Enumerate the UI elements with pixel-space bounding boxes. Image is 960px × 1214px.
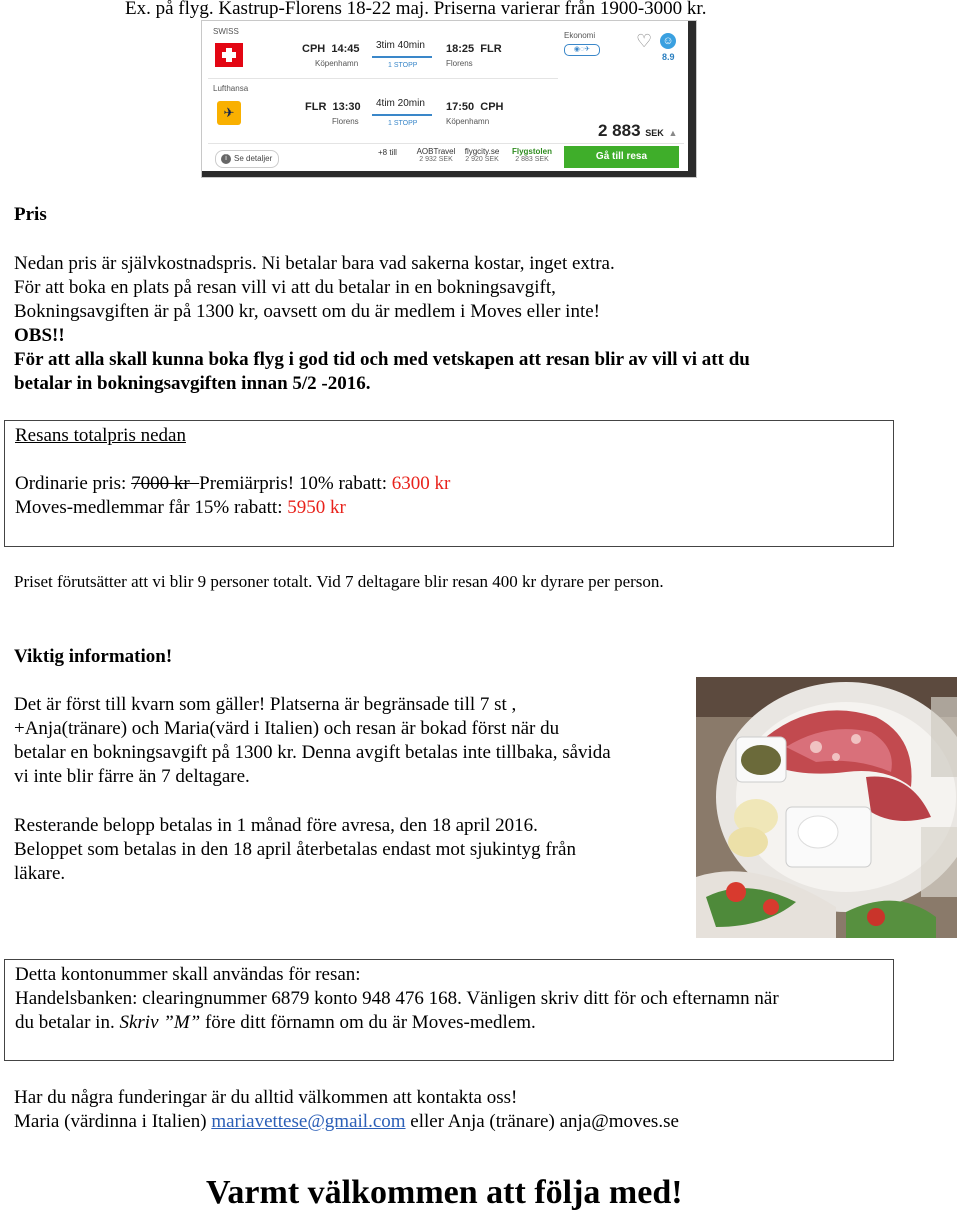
- baggage-icon: ◉◌✈: [564, 44, 600, 56]
- obs-line: För att alla skall kunna boka flyg i god tid och med vetskapen att resan blir av vill vi att du: [14, 349, 750, 370]
- site-option[interactable]: flygcity.se 2 920 SEK: [464, 147, 500, 163]
- details-button[interactable]: i Se detaljer: [215, 150, 279, 168]
- account-line: Detta kontonummer skall användas för resan:: [15, 964, 361, 985]
- inbound-duration-line: [372, 114, 432, 116]
- email-link-maria[interactable]: mariavettese@gmail.com: [211, 1111, 406, 1132]
- inbound-departure: FLR 13:30: [305, 101, 361, 113]
- outbound-arrival: 18:25 FLR: [446, 43, 502, 55]
- outbound-departure-city: Köpenhamn: [315, 59, 359, 68]
- price-box-title: Resans totalpris nedan: [15, 425, 186, 446]
- pris-line: Nedan pris är självkostnadspris. Ni betalar bara vad sakerna kostar, inget extra.: [14, 253, 615, 274]
- price-box: [4, 420, 894, 547]
- inbound-departure-city: Florens: [332, 117, 359, 126]
- inbound-stops: 1 STOPP: [388, 120, 418, 127]
- member-price-line: Moves-medlemmar får 15% rabatt: 5950 kr: [15, 497, 346, 518]
- food-photo: [696, 677, 957, 938]
- inbound-arrival: 17:50 CPH: [446, 101, 504, 113]
- inbound-duration: 4tim 20min: [376, 98, 425, 109]
- heart-icon[interactable]: ♡: [636, 31, 653, 51]
- contact-line: Har du några funderingar är du alltid välkommen att kontakta oss!: [14, 1087, 518, 1108]
- account-box: [4, 959, 894, 1061]
- site-option[interactable]: AOBTravel 2 932 SEK: [416, 147, 456, 163]
- smiley-icon: ☺: [660, 33, 676, 49]
- site-option[interactable]: Flygstolen 2 883 SEK: [511, 147, 552, 163]
- outbound-arrival-city: Florens: [446, 59, 473, 68]
- intro-text: Ex. på flyg. Kastrup-Florens 18-22 maj. Priserna varierar från 1900-3000 kr.: [125, 0, 707, 19]
- outbound-departure: CPH 14:45: [302, 43, 360, 55]
- swiss-logo-icon: [215, 43, 243, 67]
- obs-line: betalar in bokningsavgiften innan 5/2 -2016.: [14, 373, 371, 394]
- important-line: betalar en bokningsavgift på 1300 kr. Denna avgift betalas inte tillbaka, såvida: [14, 742, 611, 763]
- pris-line: Bokningsavgiften är på 1300 kr, oavsett om du är medlem i Moves eller inte!: [14, 301, 600, 322]
- more-sites-link[interactable]: +8 till: [378, 148, 397, 157]
- flight-result-card[interactable]: [201, 20, 697, 178]
- assumption-text: Priset förutsätter att vi blir 9 personer totalt. Vid 7 deltagare blir resan 400 kr dyrare per person.: [14, 572, 664, 591]
- info-icon: i: [221, 154, 231, 164]
- important-line: vi inte blir färre än 7 deltagare.: [14, 766, 250, 787]
- welcome-heading: Varmt välkommen att följa med!: [206, 1174, 683, 1211]
- account-line: Handelsbanken: clearingnummer 6879 konto 948 476 168. Vänligen skriv ditt för och efternamn när: [15, 988, 779, 1009]
- pris-line: För att boka en plats på resan vill vi att du betalar in en bokningsavgift,: [14, 277, 556, 298]
- important-line: Det är först till kvarn som gäller! Platserna är begränsade till 7 st ,: [14, 694, 517, 715]
- inbound-arrival-city: Köpenhamn: [446, 117, 490, 126]
- contact-line: Maria (värdinna i Italien) mariavettese@gmail.com eller Anja (tränare) anja@moves.se: [14, 1111, 679, 1132]
- ordinary-price-line: Ordinarie pris: 7000 kr Premiärpris! 10% rabatt: 6300 kr: [15, 473, 451, 494]
- pris-heading: Pris: [14, 204, 47, 225]
- important-line: +Anja(tränare) och Maria(värd i Italien) och resan är bokad först när du: [14, 718, 560, 739]
- account-line: du betalar in. Skriv ”M” före ditt förnamn om du är Moves-medlem.: [15, 1012, 536, 1033]
- remaining-line: Resterande belopp betalas in 1 månad före avresa, den 18 april 2016.: [14, 815, 538, 836]
- important-heading: Viktig information!: [14, 646, 173, 667]
- outbound-stops: 1 STOPP: [388, 62, 418, 69]
- total-price: 2 883 SEK ▲: [598, 121, 678, 140]
- remaining-line: läkare.: [14, 863, 66, 884]
- go-to-trip-button[interactable]: Gå till resa: [564, 146, 679, 168]
- outbound-duration: 3tim 40min: [376, 40, 425, 51]
- remaining-line: Beloppet som betalas in den 18 april återbetalas endast mot sjukintyg från: [14, 839, 576, 860]
- outbound-duration-line: [372, 56, 432, 58]
- cabin-class: Ekonomi: [564, 31, 596, 40]
- airline-name: SWISS: [213, 27, 239, 36]
- airline-name: Lufthansa: [213, 84, 249, 93]
- lufthansa-logo-icon: ✈: [217, 101, 241, 125]
- obs-label: OBS!!: [14, 325, 65, 346]
- rating-score: 8.9: [662, 52, 675, 62]
